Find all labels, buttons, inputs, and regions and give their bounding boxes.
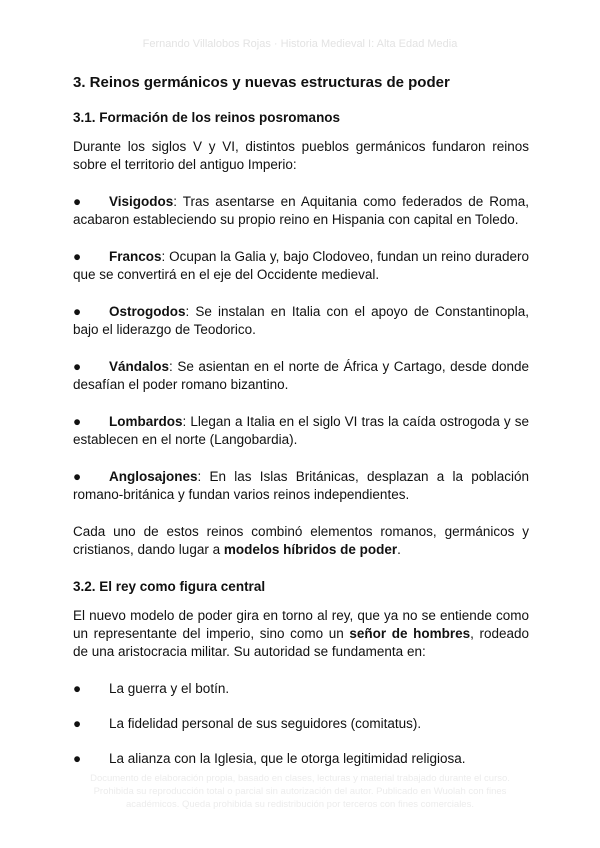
kingdom-name: Visigodos — [109, 194, 174, 209]
kingdoms-list — [73, 193, 529, 504]
kingdom-list-item — [73, 193, 529, 229]
document-body — [73, 74, 529, 785]
kingdom-description: : Se asientan en el norte de África y Cartago, desde donde desafían el poder romano bizantino. — [73, 359, 529, 392]
kingdom-description: : Llegan a Italia en el siglo VI tras la caída ostrogoda y se establecen en el norte (Langobardia). — [73, 414, 529, 447]
kingdom-name: Ostrogodos — [109, 304, 186, 319]
kingdom-name: Francos — [109, 249, 162, 264]
closing-emphasis: modelos híbridos de poder — [223, 542, 398, 557]
kingdom-name: Vándalos — [109, 359, 170, 374]
bullet-icon: ● — [73, 469, 82, 484]
kingdom-name: Lombardos — [109, 414, 183, 429]
kingdom-list-item — [73, 468, 529, 504]
kingdom-description: : Tras asentarse en Aquitania como federados de Roma, acabaron estableciendo su propio reino en Hispania con capital en Toledo. — [73, 194, 529, 227]
authority-list — [73, 680, 529, 768]
authority-text: La alianza con la Iglesia, que le otorga legitimidad religiosa. — [109, 751, 466, 766]
running-header: Fernando Villalobos Rojas · Historia Medieval I: Alta Edad Media — [142, 38, 458, 50]
closing-end: . — [397, 542, 401, 557]
section-title: 3. Reinos germánicos y nuevas estructuras de poder — [73, 74, 450, 91]
bullet-icon: ● — [73, 359, 82, 374]
bullet-icon: ● — [73, 249, 82, 264]
king-paragraph — [73, 607, 529, 661]
kingdom-description: : Se instalan en Italia con el apoyo de Constantinopla, bajo el liderazgo de Teodorico. — [73, 304, 529, 337]
kingdom-description: : En las Islas Británicas, desplazan a la población romano-británica y fundan varios reinos independientes. — [73, 469, 529, 502]
footer-notice: Documento de elaboración propia, basado en clases, lecturas y material trabajado durante el curso. Prohibida su reproducción total o parcial sin autorización del autor. Publicado en Wuolah con fines académicos. Queda prohibida su redistribución por terceros con fines comerciales. — [90, 773, 510, 810]
bullet-icon: ● — [73, 194, 82, 209]
bullet-icon: ● — [73, 716, 82, 731]
intro-paragraph: Durante los siglos V y VI, distintos pueblos germánicos fundaron reinos sobre el territorio del antiguo Imperio: — [73, 139, 529, 172]
subsection-title-1: 3.1. Formación de los reinos posromanos — [73, 110, 341, 125]
authority-list-item — [73, 750, 529, 768]
closing-paragraph — [73, 523, 529, 559]
bullet-icon: ● — [73, 681, 82, 696]
kingdom-name: Anglosajones — [109, 469, 198, 484]
subsection-title-2: 3.2. El rey como figura central — [73, 579, 266, 594]
closing-text: Cada uno de estos reinos combinó elementos romanos, germánicos y cristianos, dando lugar a — [73, 524, 529, 557]
king-emphasis: señor de hombres — [349, 626, 471, 641]
kingdom-description: : Ocupan la Galia y, bajo Clodoveo, fundan un reino duradero que se convertirá en el eje del Occidente medieval. — [73, 249, 529, 282]
authority-text: La fidelidad personal de sus seguidores (comitatus). — [109, 716, 422, 731]
authority-list-item — [73, 680, 529, 698]
king-text: El nuevo modelo de poder gira en torno al rey, que ya no se entiende como un representante del imperio, sino como un — [73, 608, 529, 641]
authority-list-item — [73, 715, 529, 733]
kingdom-list-item — [73, 303, 529, 339]
bullet-icon: ● — [73, 414, 82, 429]
bullet-icon: ● — [73, 751, 82, 766]
kingdom-list-item — [73, 248, 529, 284]
bullet-icon: ● — [73, 304, 82, 319]
kingdom-list-item — [73, 358, 529, 394]
authority-text: La guerra y el botín. — [109, 681, 230, 696]
king-text-end: , rodeado de una aristocracia militar. Su autoridad se fundamenta en: — [73, 626, 530, 659]
kingdom-list-item — [73, 413, 529, 449]
